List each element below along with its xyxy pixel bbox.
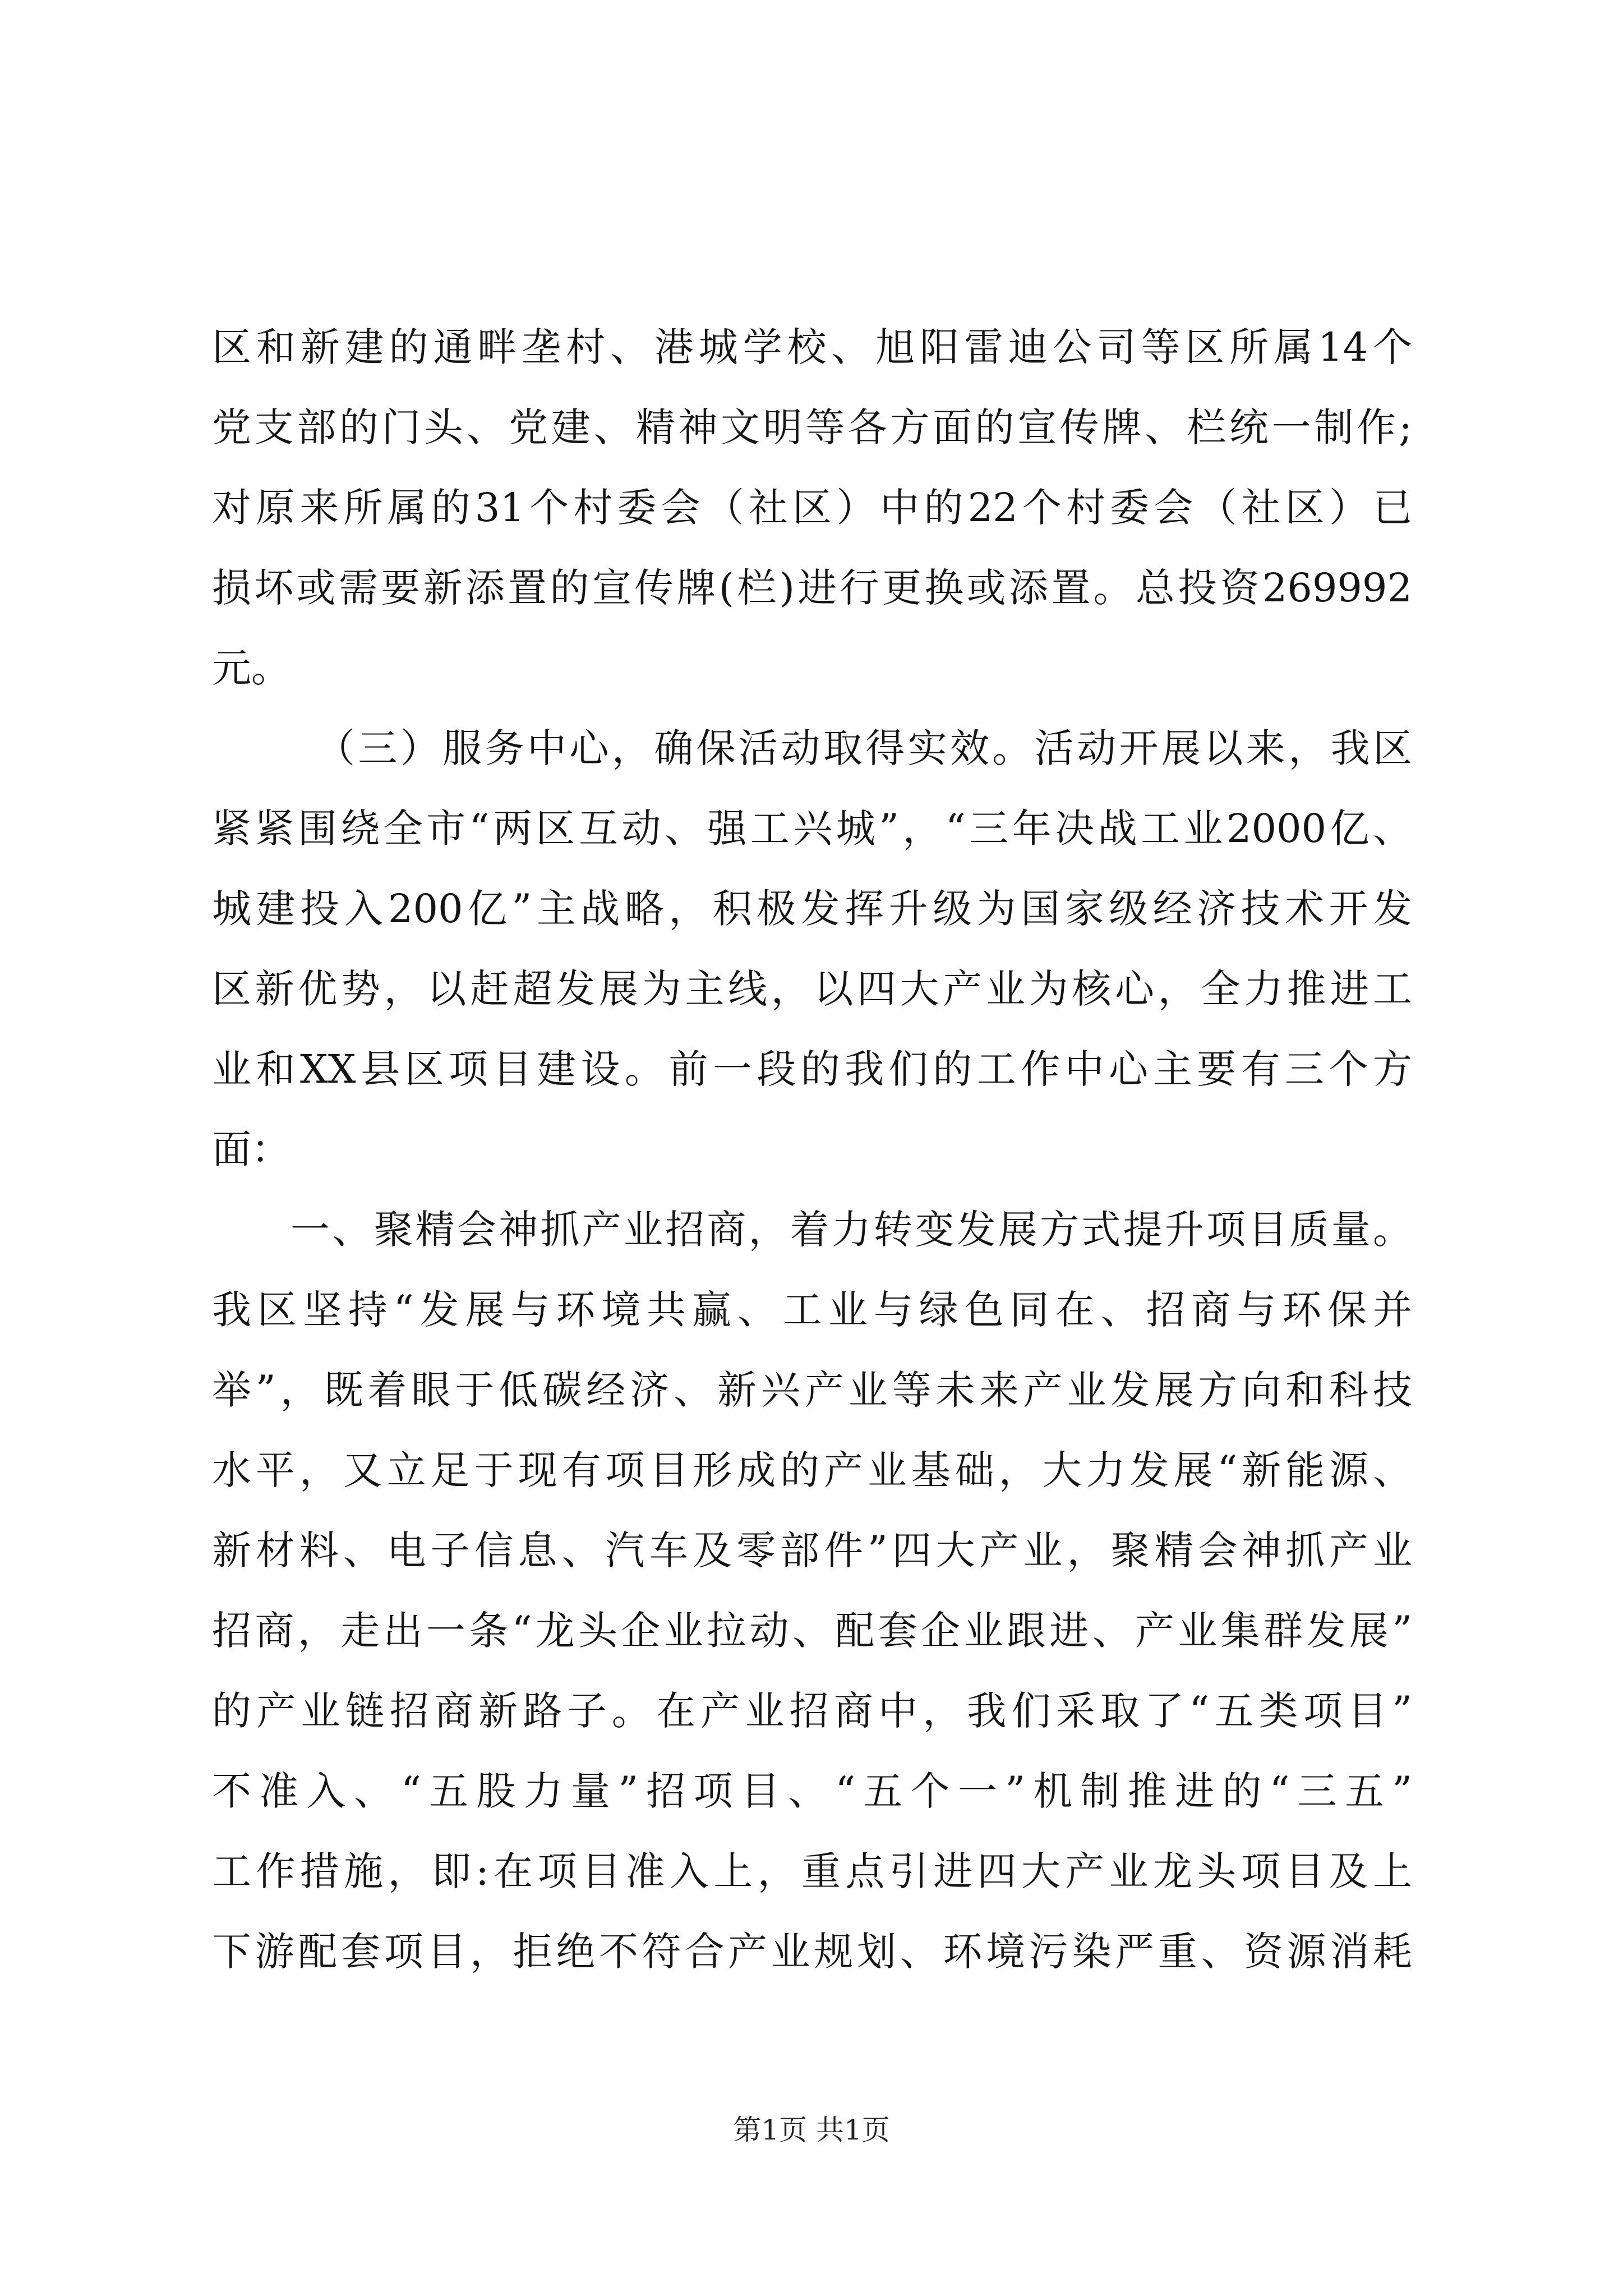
text-line: 区新优势，以赶超发展为主线，以四大产业为核心，全力推进工	[212, 966, 1412, 1012]
text-line: 元。	[212, 645, 291, 691]
text-line: 下游配套项目，拒绝不符合产业规划、环境污染严重、资源消耗	[212, 1929, 1412, 1975]
text-line: 举”，既着眼于低碳经济、新兴产业等未来产业发展方向和科技	[212, 1367, 1412, 1413]
text-line: 业和XX县区项目建设。前一段的我们的工作中心主要有三个方	[212, 1046, 1412, 1092]
page-footer: 第1页 共1页	[733, 2114, 890, 2146]
text-line: 区和新建的通畔垄村、港城学校、旭阳雷迪公司等区所属14个	[212, 324, 1412, 370]
text-line: 水平，又立足于现有项目形成的产业基础，大力发展“新能源、	[212, 1447, 1412, 1493]
text-line: 党支部的门头、党建、精神文明等各方面的宣传牌、栏统一制作;	[212, 404, 1412, 450]
text-line: 面：	[212, 1126, 291, 1172]
text-line: 紧紧围绕全市“两区互动、强工兴城”，“三年决战工业2000亿、	[212, 806, 1412, 852]
text-line: 工作措施，即:在项目准入上，重点引进四大产业龙头项目及上	[212, 1848, 1412, 1894]
text-line: 的产业链招商新路子。在产业招商中，我们采取了“五类项目”	[212, 1688, 1412, 1734]
text-line: 不准入、“五股力量”招项目、“五个一”机制推进的“三五”	[212, 1768, 1412, 1814]
text-line: 损坏或需要新添置的宣传牌(栏)进行更换或添置。总投资269992	[212, 565, 1412, 611]
text-line: 新材料、电子信息、汽车及零部件”四大产业，聚精会神抓产业	[212, 1527, 1412, 1573]
text-line: 我区坚持“发展与环境共赢、工业与绿色同在、招商与环保并	[212, 1287, 1412, 1333]
text-line: 城建投入200亿”主战略，积极发挥升级为国家级经济技术开发	[212, 886, 1412, 932]
text-line: 对原来所属的31个村委会（社区）中的22个村委会（社区）已	[212, 485, 1412, 531]
text-line: （三）服务中心，确保活动取得实效。活动开展以来，我区	[316, 725, 1412, 771]
document-body	[212, 307, 1412, 1992]
text-line: 招商，走出一条“龙头企业拉动、配套企业跟进、产业集群发展”	[212, 1608, 1412, 1654]
text-line: 一、聚精会神抓产业招商，着力转变发展方式提升项目质量。	[291, 1207, 1412, 1253]
